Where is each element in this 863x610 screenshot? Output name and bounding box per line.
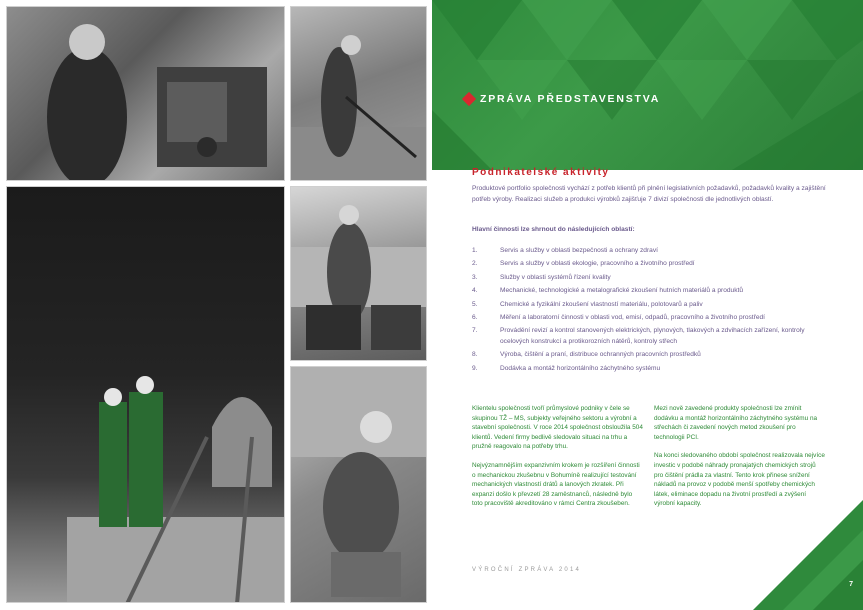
item-number: 6.	[472, 314, 478, 322]
section-heading: Podnikatelské aktivity	[472, 167, 610, 178]
page-number: 7	[849, 581, 853, 588]
list-item	[472, 300, 832, 310]
paragraph: Na konci sledovaného období společnost realizovala nejvíce investic v podobě náhrady pronajatých chemických strojů pro čištění prádla za vlastní. Tento krok přinese snížení nákladů na provoz v podobě menší spotřeby chemických látek, eliminace dopadu na životní prostředí a zvýšení výrobní kapacity.	[654, 452, 825, 508]
photo-technician-at-machine	[6, 6, 285, 181]
paragraph: Nejvýznamnějším expanzivním krokem je rozšíření činnosti o mechanickou zkušebnu v Bohumíně realizující testování mechanických vlastností drátů a lanových zkratek. Při expanzi došlo k převzetí 28 zaměstnanců, následně bylo toto pracoviště akreditováno v rámci Centra zkoušeben.	[472, 461, 640, 508]
banner-title: ZPRÁVA PŘEDSTAVENSTVA	[480, 93, 661, 105]
item-text: Servis a služby v oblasti bezpečnosti a ochrany zdraví	[500, 247, 658, 254]
photo-laboratory-analyst	[290, 186, 427, 361]
item-number: 3.	[472, 273, 478, 281]
paragraph: Klientelu společnosti tvoří průmyslové podniky v čele se skupinou TŽ – MS, subjekty veřejného sektoru a výrobní a stavební společnosti. V roce 2014 společnost obsloužila 504 klientů. Vedení firmy bedlivě sledovalo situaci na trhu a pružně reagovalo na potřeby trhu.	[472, 405, 643, 451]
banner-pattern	[432, 0, 863, 170]
item-number: 7.	[472, 327, 478, 335]
item-number: 1.	[472, 247, 478, 254]
footer-label: VÝROČNÍ ZPRÁVA 2014	[472, 567, 582, 573]
activities-subheading: Hlavní činnosti lze shrnout do následujících oblastí:	[472, 226, 635, 233]
list-item	[472, 364, 832, 374]
list-item	[472, 350, 832, 360]
list-item	[472, 273, 832, 283]
item-text: Chemické a fyzikální zkoušení vlastností materiálu, polotovarů a paliv	[500, 300, 703, 308]
item-text: Servis a služby v oblasti ekologie, pracovního a životního prostředí	[500, 260, 695, 268]
corner-decoration	[753, 500, 863, 610]
list-item	[472, 246, 832, 256]
list-item	[472, 286, 832, 296]
report-page	[432, 0, 863, 610]
list-item	[472, 326, 832, 347]
photo-worker-sampling-river	[290, 6, 427, 181]
intro-paragraph: Produktové portfolio společnosti vychází z potřeb klientů při plnění legislativních požadavků, požadavků kvality a zajištění potřeb výroby. Realizaci služeb a produkci výrobků zajišťuje 7 divizí společnosti dle jednotlivých oblastí.	[472, 185, 826, 203]
item-number: 2.	[472, 260, 478, 268]
photo-tunnel-inspection	[6, 186, 285, 603]
item-text: Měření a laboratorní činnosti v oblasti vod, emisí, odpadů, pracovního a životního prostředí	[500, 314, 765, 322]
item-number: 5.	[472, 300, 478, 308]
item-text: Dodávka a montáž horizontálního záchytného systému	[500, 364, 661, 372]
item-text: Mechanické, technologické a metalografické zkoušení hutních materiálů a produktů	[500, 287, 744, 295]
paragraph: Mezi nově zavedené produkty společnosti lze zmínit dodávku a montáž horizontálního záchytného systému na střechách či zavedení nových metod zkoušení pro technologii PCI.	[654, 405, 818, 441]
item-number: 8.	[472, 351, 478, 359]
text-column-left	[472, 404, 644, 518]
photo-worker-with-helmet	[290, 366, 427, 603]
list-item	[472, 259, 832, 269]
item-text: Služby v oblasti systémů řízení kvality	[500, 273, 611, 281]
header-banner	[432, 0, 863, 170]
list-item	[472, 313, 832, 323]
item-number: 9.	[472, 364, 478, 372]
item-text: Provádění revizí a kontrol stanovených elektrických, plynových, tlakových a zdvihacích zařízení, kontroly ocelových konstrukcí a protikorozních nátěrů, kontroly střech	[500, 327, 805, 345]
item-text: Výroba, čištění a praní, distribuce ochranných pracovních prostředků	[500, 351, 701, 359]
item-number: 4.	[472, 287, 478, 295]
activities-list	[472, 246, 832, 377]
